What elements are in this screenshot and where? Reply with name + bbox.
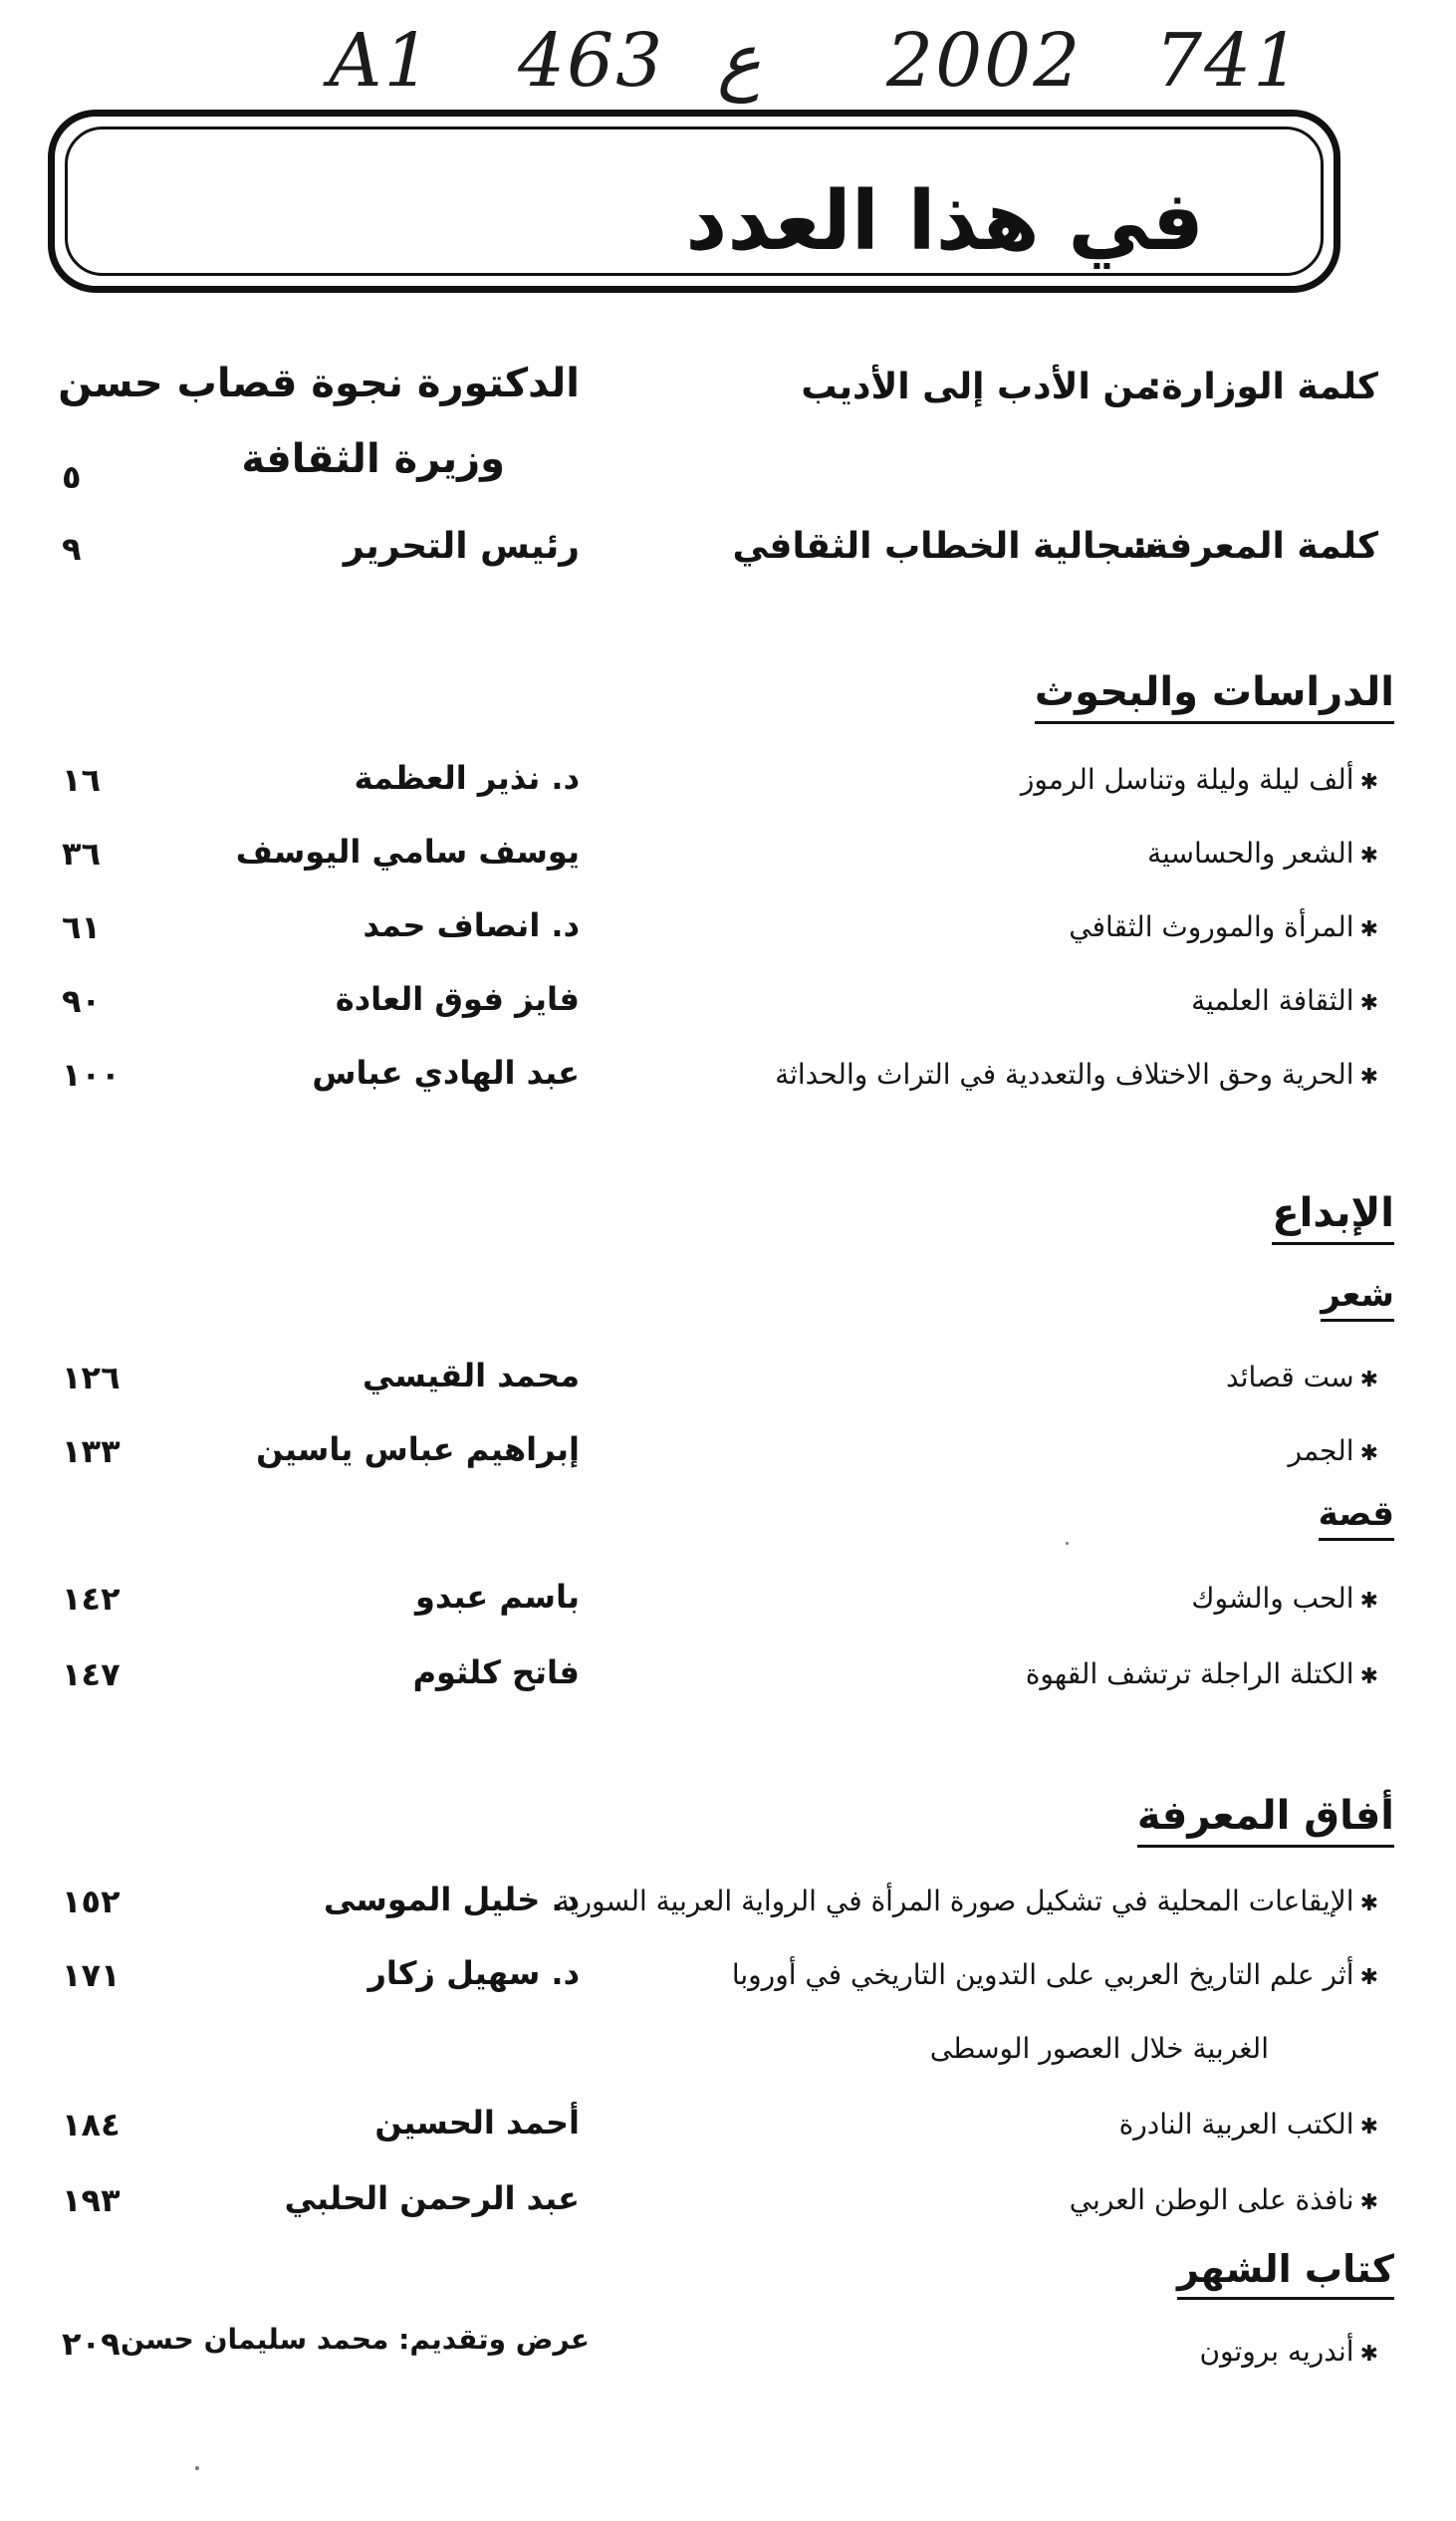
bullet-icon: ✱	[1359, 2115, 1378, 2140]
code-part: A1	[329, 18, 433, 104]
bullet-icon: ✱	[1359, 991, 1378, 1016]
item-title: الإيقاعات المحلية في تشكيل صورة المرأة في الرواية العربية السورية	[555, 1885, 1354, 1917]
code-part: ع	[717, 18, 762, 104]
page-number: ١٨٤	[62, 2106, 121, 2143]
section-heading-creativity: الإبداع	[1272, 1190, 1394, 1245]
item-title: نافذة على الوطن العربي	[1069, 2183, 1354, 2216]
item-title: ست قصائد	[1226, 1361, 1354, 1393]
subsection-heading-poetry: شعر	[1321, 1275, 1394, 1322]
item-author: عرض وتقديم: محمد سليمان حسن	[120, 2323, 590, 2356]
editorial-title: من الأدب إلى الأديب	[801, 367, 1157, 407]
editorial-author: رئيس التحرير	[343, 526, 580, 567]
page-number: ١٤٧	[62, 1655, 121, 1693]
page-number: ٢٠٩	[62, 2325, 121, 2363]
editorial-title: سجالية الخطاب الثقافي	[732, 526, 1157, 567]
item-author: د. نذير العظمة	[354, 759, 580, 797]
bullet-icon: ✱	[1359, 2342, 1378, 2367]
section-heading-book: كتاب الشهر	[1177, 2247, 1394, 2300]
page-title: في هذا العدد	[685, 174, 1204, 269]
item-title: الشعر والحساسية	[1147, 837, 1354, 870]
item-author: يوسف سامي اليوسف	[235, 833, 580, 871]
subsection-heading-story: قصة	[1319, 1494, 1394, 1541]
item-author: د. سهيل زكار	[367, 1954, 580, 1992]
code-part: 741	[1155, 18, 1303, 104]
item-title: ألف ليلة وليلة وتناسل الرموز	[1020, 763, 1354, 796]
bullet-icon: ✱	[1359, 1368, 1378, 1392]
page-number: ١٦	[62, 761, 102, 799]
item-title: أثر علم التاريخ العربي على التدوين التاريخي في أوروبا	[731, 1958, 1354, 1991]
item-author: أحمد الحسين	[374, 2104, 580, 2142]
item-author: د. خليل الموسى	[324, 1881, 580, 1918]
section-heading-horizons: أفاق المعرفة	[1137, 1793, 1394, 1848]
page-number: ٦١	[62, 908, 102, 946]
item-title: الكتلة الراجلة ترتشف القهوة	[1025, 1657, 1354, 1690]
bullet-icon: ✱	[1359, 770, 1378, 795]
page-number: ١٣٣	[62, 1432, 121, 1470]
bullet-icon: ✱	[1359, 1891, 1378, 1916]
item-author: د. انصاف حمد	[363, 906, 580, 944]
bullet-icon: ✱	[1359, 844, 1378, 869]
item-title: الكتب العربية النادرة	[1118, 2108, 1354, 2141]
item-title: الحب والشوك	[1191, 1582, 1354, 1615]
code-part: 2002	[886, 18, 1083, 104]
bullet-icon: ✱	[1359, 2190, 1378, 2215]
editorial-author-title: وزيرة الثقافة	[241, 436, 505, 482]
item-title: الثقافة العلمية	[1191, 984, 1354, 1017]
handwritten-catalog-code	[329, 18, 1325, 118]
item-author: إبراهيم عباس ياسين	[256, 1430, 580, 1468]
page-number: ١٥٢	[62, 1883, 121, 1920]
code-part: 463	[518, 18, 665, 104]
bullet-icon: ✱	[1359, 1589, 1378, 1614]
item-author: عبد الرحمن الحلبي	[284, 2179, 580, 2217]
page-number: ٩	[62, 530, 82, 568]
page-number: ٥	[62, 458, 82, 496]
page-number: ١٢٦	[62, 1359, 121, 1396]
item-author: فاتح كلثوم	[412, 1653, 580, 1691]
item-title: المرأة والموروث الثقافي	[1069, 910, 1354, 943]
bullet-icon: ✱	[1359, 1664, 1378, 1689]
bullet-icon: ✱	[1359, 917, 1378, 942]
page-number: ١٧١	[62, 1956, 121, 1994]
item-title: الحرية وحق الاختلاف والتعددية في التراث والحداثة	[775, 1058, 1354, 1091]
scan-speck	[195, 2466, 199, 2470]
editorial-label: كلمة الوزارة:	[1147, 367, 1378, 407]
item-author: محمد القيسي	[363, 1357, 580, 1394]
editorial-author: الدكتورة نجوة قصاب حسن	[58, 361, 580, 406]
page-number: ١٤٢	[62, 1580, 121, 1618]
section-heading-studies: الدراسات والبحوث	[1035, 669, 1394, 724]
item-title: الجمر	[1288, 1434, 1354, 1467]
editorial-label: كلمة المعرفة:	[1132, 526, 1378, 567]
page-number: ٣٦	[62, 835, 102, 873]
item-author: عبد الهادي عباس	[312, 1054, 580, 1092]
page-number: ٩٠	[62, 982, 102, 1020]
scan-speck	[1066, 1542, 1069, 1545]
item-author: فايز فوق العادة	[335, 980, 580, 1018]
bullet-icon: ✱	[1359, 1965, 1378, 1990]
bullet-icon: ✱	[1359, 1441, 1378, 1466]
bullet-icon: ✱	[1359, 1065, 1378, 1090]
page-number: ١٠٠	[62, 1056, 121, 1094]
item-title: أندريه بروتون	[1199, 2335, 1354, 2368]
page-number: ١٩٣	[62, 2181, 121, 2219]
item-title-continued: الغربية خلال العصور الوسطى	[929, 2032, 1269, 2065]
item-author: باسم عبدو	[414, 1578, 580, 1616]
title-frame	[48, 110, 1340, 293]
